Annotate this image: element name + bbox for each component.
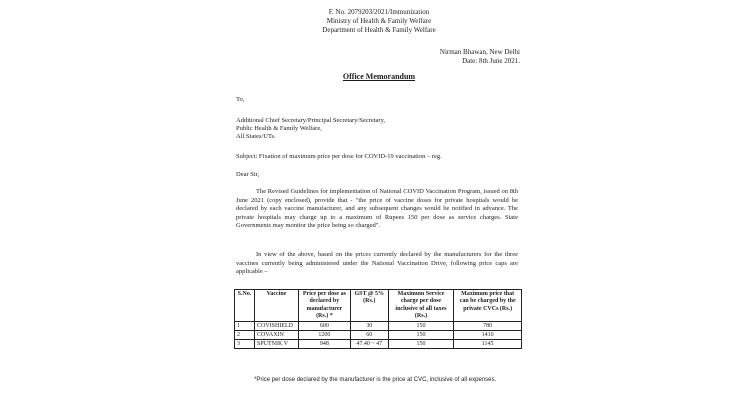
place: Nirman Bhawan, New Delhi [439, 48, 520, 56]
file-number: F. No. 2079203/2021/Immunization [328, 8, 430, 16]
table-cell: 1410 [454, 331, 522, 340]
table-cell: COVAXIN [254, 331, 298, 340]
salutation: Dear Sir, [236, 171, 260, 178]
ministry-name: Ministry of Health & Family Welfare [326, 17, 432, 25]
table-cell: 150 [388, 322, 454, 331]
department-name: Department of Health & Family Welfare [322, 26, 436, 34]
price-footnote: *Price per dose declared by the manufacturer is the price at CVC, inclusive of all expenses. [254, 377, 497, 383]
date: Date: 8th June 2021. [462, 57, 520, 65]
table-cell: 1200 [298, 331, 350, 340]
column-header: Maximum Service charge per dose inclusive of all taxes (Rs.) [388, 290, 454, 322]
price-cap-table [234, 289, 522, 349]
office-memorandum-document [234, 0, 524, 400]
table-row [235, 322, 522, 331]
column-header: Vaccine [254, 290, 298, 322]
table-cell: 780 [454, 322, 522, 331]
table-cell: 30 [350, 322, 388, 331]
column-header: S.No. [235, 290, 255, 322]
column-header: GST @ 5% (Rs.) [350, 290, 388, 322]
table-cell: 2 [235, 331, 255, 340]
table-row [235, 340, 522, 349]
addressee-line: Public Health & Family Welfare, [236, 125, 322, 132]
table-cell: 948 [298, 340, 350, 349]
to-line: To, [236, 96, 245, 103]
table-header-row [235, 290, 522, 322]
table-cell: COVISHIELD [254, 322, 298, 331]
column-header: Price per dose as declared by manufacturer (Rs.) * [298, 290, 350, 322]
table-cell: SPUTNIK V [254, 340, 298, 349]
table-cell: 150 [388, 340, 454, 349]
table-cell: 3 [235, 340, 255, 349]
table-cell: 150 [388, 331, 454, 340]
table-cell: 1145 [454, 340, 522, 349]
column-header: Maximum price that can be charged by the private CVCs (Rs.) [454, 290, 522, 322]
addressee-line: Additional Chief Secretary/Principal Secretary/Secretary, [236, 117, 386, 124]
table-row [235, 331, 522, 340]
subject-line: Subject: Fixation of maximum price per dose for COVID-19 vaccination – reg. [236, 153, 442, 160]
table-cell: 47.40 ~ 47 [350, 340, 388, 349]
addressee-line: All States/UTs. [236, 133, 276, 140]
table-cell: 600 [298, 322, 350, 331]
memorandum-title: Office Memorandum [342, 72, 416, 81]
paragraph-price-caps: In view of the above, based on the prices currently declared by the manufacturers for the three vaccines currently being administered under the National Vaccination Drive, following price caps are applicable – [236, 251, 518, 276]
table-cell: 1 [235, 322, 255, 331]
table-cell: 60 [350, 331, 388, 340]
paragraph-guidelines: The Revised Guidelines for implementation of National COVID Vaccination Program, issued on 8th June 2021 (copy enclosed), provide that - "the price of vaccine doses for private hospitals would be declared by each vaccine manufacturer, and any subsequent changes would be notified in advance. The private hospitals may charge up to a maximum of Rupees 150 per dose as service charges. State Governments may monitor the price being so charged". [236, 188, 518, 230]
